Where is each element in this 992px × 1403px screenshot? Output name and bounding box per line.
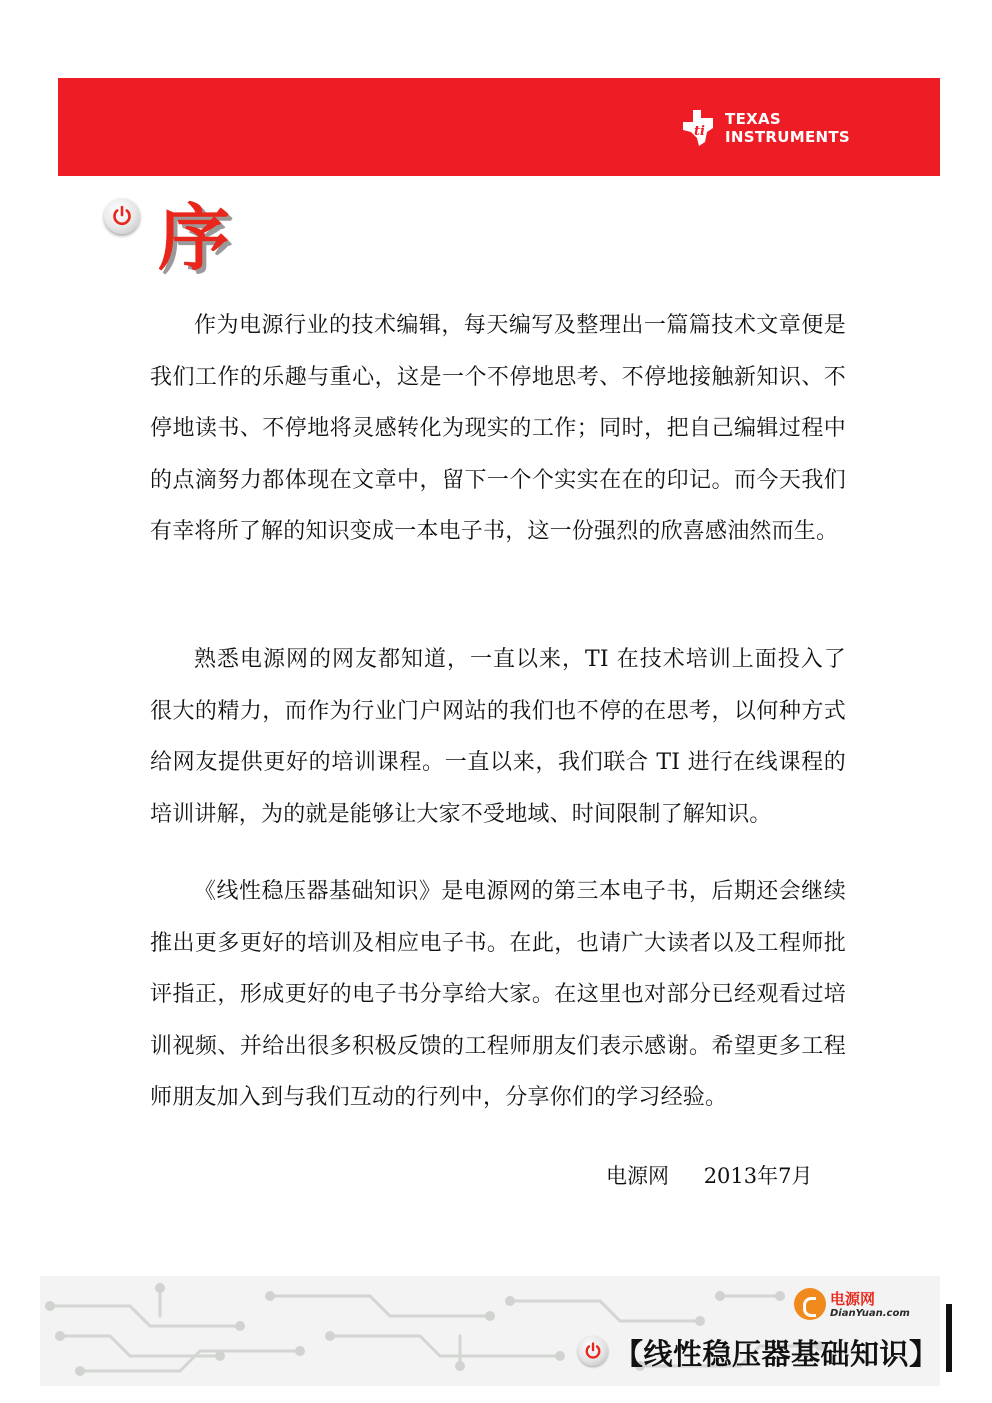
paragraph-1: 作为电源行业的技术编辑，每天编写及整理出一篇篇技术文章便是我们工作的乐趣与重心，这是一个不停地思考、不停地接触新知识、不停地读书、不停地将灵感转化为现实的工作；同时，把自己编辑过程中的点滴努力都体现在文章中，留下一个个实实在在的印记。而今天我们有幸将所了解的知识变成一本电子书，这一份强烈的欣喜感油然而生。 <box>150 313 846 544</box>
power-icon <box>583 1341 603 1361</box>
footer-rule <box>946 1304 952 1372</box>
signature-date: 2013年7月 <box>703 1164 813 1188</box>
signature <box>606 1160 813 1190</box>
site-name: 电源网 <box>830 1290 876 1308</box>
ti-brand-line1: TEXAS <box>725 110 781 128</box>
dianyuan-logo <box>794 1286 934 1326</box>
ti-logo <box>679 108 850 148</box>
footer-badge <box>578 1336 608 1366</box>
site-url: DianYuan.com <box>830 1308 910 1319</box>
ti-map-icon <box>679 108 719 148</box>
paragraph-2: 熟悉电源网的网友都知道，一直以来，TI 在技术培训上面投入了很大的精力，而作为行业门户网站的我们也不停的在思考，以何种方式给网友提供更好的培训课程。一直以来，我们联合 TI 进行在线课程的培训讲解，为的就是能够让大家不受地域、时间限制了解知识。 <box>150 647 846 827</box>
page-title: 序 <box>158 196 231 280</box>
footer-book-title: 【线性稳压器基础知识】 <box>614 1337 939 1371</box>
power-icon <box>110 204 134 228</box>
header-band <box>58 78 940 176</box>
signature-org: 电源网 <box>606 1164 669 1188</box>
ti-brand-line2: INSTRUMENTS <box>725 128 850 146</box>
title-badge <box>104 198 140 234</box>
plug-icon <box>794 1288 826 1320</box>
paragraph-3: 《线性稳压器基础知识》是电源网的第三本电子书，后期还会继续推出更多更好的培训及相应电子书。在此，也请广大读者以及工程师批评指正，形成更好的电子书分享给大家。在这里也对部分已经观看过培训视频、并给出很多积极反馈的工程师朋友们表示感谢。希望更多工程师朋友加入到与我们互动的行列中，分享你们的学习经验。 <box>150 879 846 1110</box>
footer <box>40 1276 940 1386</box>
svg-text:ti: ti <box>694 124 705 139</box>
